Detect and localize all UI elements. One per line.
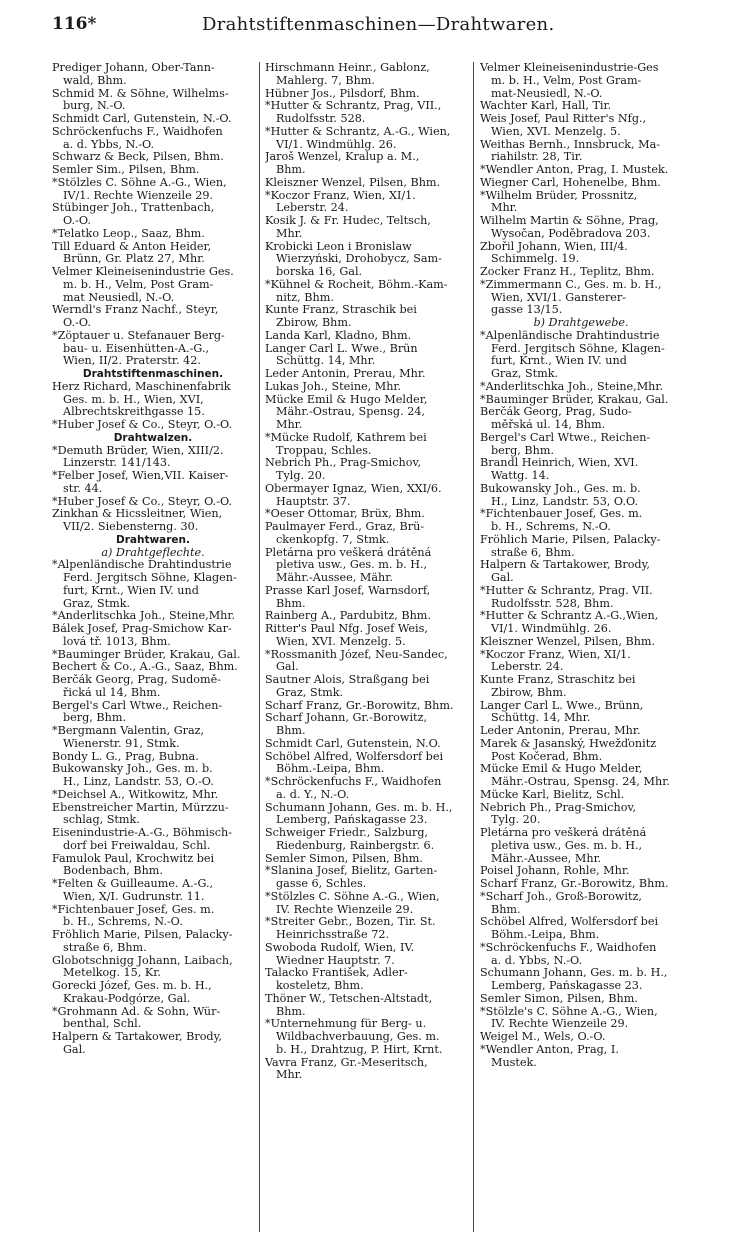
entry-continuation-line: O.-Ö.: [63, 215, 91, 227]
entry-line: *Bauminger Brüder, Krakau, Gal.: [480, 393, 669, 406]
page-header: [52, 14, 682, 44]
entry-line: Bergel's Carl Wtwe., Reichen-: [52, 699, 223, 712]
entry-line: Sautner Alois, Straßgang bei: [265, 674, 430, 686]
entry-continuation-line: Mahlerg. 7, Bhm.: [276, 74, 375, 87]
entry-line: Globotschnigg Johann, Laibach,: [52, 954, 233, 967]
entry-line: Till Eduard & Anton Heider,: [52, 240, 212, 253]
entry-line: Gorecki Józef, Ges. m. b. H.,: [52, 980, 212, 992]
entry-line: Thöner W., Tetschen-Altstadt,: [265, 992, 433, 1005]
entry-line: *Zimmermann C., Ges. m. b. H.,: [480, 278, 662, 291]
entry-line: Lukas Joh., Steine, Mhr.: [265, 380, 402, 393]
entry-line: Semler Sim., Pilsen, Bhm.: [52, 164, 200, 176]
entry-line: *Kühnel & Rocheit, Böhm.-Kam-: [265, 278, 448, 291]
entry-continuation-line: dorf bei Freiwaldau, Schl.: [63, 839, 211, 852]
entry-line: Landa Karl, Kladno, Bhm.: [265, 329, 412, 342]
entry-line: Leder Antonin, Prerau, Mhr.: [265, 368, 426, 380]
entry-line: Schöbel Alfred, Wolfersdorf bei: [265, 750, 444, 763]
entry-continuation-line: mat Neusiedl, N.-Ö.: [63, 291, 175, 304]
entry-line: *Scharf Joh., Groß-Borowitz,: [480, 890, 642, 903]
entry-line: Kunte Franz, Straschitz bei: [480, 674, 636, 686]
entry-line: *Wilhelm Brüder, Prossnitz,: [480, 189, 638, 202]
entry-line: *Stölzle's C. Söhne A.-G., Wien,: [480, 1005, 658, 1018]
entry-line: *Hutter & Schrantz, A.-G., Wien,: [265, 125, 451, 138]
entry-continuation-line: Gal.: [63, 1043, 86, 1056]
entry-continuation-line: benthal, Schl.: [63, 1018, 142, 1031]
entry-continuation-line: a. d. Ybbs, N.-Ö.: [491, 954, 583, 967]
entry-continuation-line: burg, N.-Ö.: [63, 100, 126, 113]
entry-line: Schröckenfuchs F., Waidhofen: [52, 125, 223, 138]
entry-continuation-line: Graz, Stmk.: [63, 597, 131, 610]
entry-continuation-line: Mhr.: [276, 227, 303, 240]
entry-line: Zinkhan & Hicssleitner, Wien,: [52, 508, 223, 521]
section-heading: Drahtstiftenmaschinen.: [82, 368, 224, 380]
entry-continuation-line: Leberstr. 24.: [276, 202, 349, 215]
entry-line: Mücke Karl, Bielitz, Schl.: [480, 788, 625, 801]
entry-continuation-line: Böhm.-Leipa, Bhm.: [491, 929, 600, 941]
entry-line: *Fichtenbauer Josef, Ges. m.: [52, 903, 215, 916]
page-title: Drahtstiftenmaschinen—Drahtwaren.: [202, 14, 555, 35]
entry-continuation-line: pletiva usw., Ges. m. b. H.,: [276, 559, 428, 572]
entry-line: Prediger Johann, Ober-Tann-: [52, 62, 215, 74]
entry-continuation-line: wald, Bhm.: [63, 74, 127, 87]
entry-continuation-line: Wienerstr. 91, Stmk.: [63, 737, 180, 750]
entry-line: Bondy L. G., Prag, Bubna.: [52, 750, 199, 763]
directory-columns: [52, 62, 682, 1242]
entry-continuation-line: gasse 6, Schles.: [276, 878, 367, 890]
entry-continuation-line: Albrechtskreithgasse 15.: [63, 406, 205, 419]
entry-line: Weithas Bernh., Innsbruck, Ma-: [480, 138, 661, 151]
entry-continuation-line: Rudolfsstr. 528, Bhm.: [491, 597, 614, 610]
entry-continuation-line: Brünn, Gr. Platz 27, Mhr.: [63, 253, 205, 266]
entry-continuation-line: O.-Ö.: [63, 317, 91, 329]
entry-continuation-line: Graz, Stmk.: [276, 686, 344, 699]
entry-continuation-line: Post Kočerad, Bhm.: [491, 750, 603, 763]
subsection-heading: a) Drahtgeflechte.: [101, 546, 205, 559]
entry-line: Famulok Paul, Krochwitz bei: [52, 852, 215, 865]
entry-continuation-line: měřská ul. 14, Bhm.: [491, 419, 606, 431]
entry-continuation-line: Mhr.: [276, 419, 303, 431]
entry-line: Nebrich Ph., Prag-Smichov,: [265, 457, 422, 470]
entry-continuation-line: Zbirow, Bhm.: [491, 686, 567, 699]
entry-line: *Hutter & Schrantz A.-G.,Wien,: [480, 610, 659, 623]
entry-continuation-line: lová tř. 1013, Bhm.: [63, 635, 171, 648]
entry-line: Bálek Josef, Prag-Smichow Kar-: [52, 623, 232, 635]
entry-line: Stübinger Joh., Trattenbach,: [52, 202, 215, 215]
entry-continuation-line: bau- u. Eisenhütten-A.-G.,: [63, 342, 210, 355]
entry-line: Werndl's Franz Nachf., Steyr,: [52, 304, 219, 317]
entry-line: *Grohmann Ad. & Sohn, Wür-: [52, 1005, 221, 1018]
entry-line: *Alpenländische Drahtindustrie: [52, 559, 232, 572]
entry-line: *Zöptauer u. Stefanauer Berg-: [52, 329, 225, 342]
entry-line: Schwarz & Beck, Pilsen, Bhm.: [52, 151, 224, 164]
entry-line: Schöbel Alfred, Wolfersdorf bei: [480, 916, 659, 929]
entry-continuation-line: Wien, XVI. Menzelg. 5.: [276, 635, 406, 648]
entry-continuation-line: b. H., Schrems, N.-Ö.: [491, 521, 611, 533]
entry-line: Poisel Johann, Rohle, Mhr.: [480, 865, 630, 878]
entry-line: Ebenstreicher Martin, Mürzzu-: [52, 801, 229, 814]
entry-continuation-line: IV. Rechte Wienzeile 29.: [491, 1018, 629, 1031]
entry-line: Scharf Franz, Gr.-Borowitz, Bhm.: [265, 699, 454, 712]
entry-line: *Anderlitschka Joh., Steine,Mhr.: [52, 610, 236, 623]
entry-line: Bukowansky Joh., Ges. m. b.: [52, 763, 213, 776]
entry-line: *Felten & Guilleaume. A.-G.,: [52, 878, 214, 890]
entry-continuation-line: gasse 13/15.: [491, 304, 563, 317]
entry-line: *Stölzles C. Söhne A.-G., Wien,: [52, 176, 227, 189]
entry-continuation-line: Ferd. Jergitsch Söhne, Klagen-: [491, 342, 665, 355]
entry-continuation-line: H., Linz, Landstr. 53, O.Ö.: [491, 495, 639, 508]
entry-continuation-line: furt, Krnt., Wien IV. und: [491, 355, 627, 368]
entry-continuation-line: riahilstr. 28, Tir.: [491, 151, 583, 164]
entry-line: *Hutter & Schrantz, Prag. VII.: [480, 584, 653, 597]
entry-line: Halpern & Tartakower, Brody,: [480, 559, 650, 572]
entry-line: Bechert & Co., A.-G., Saaz, Bhm.: [52, 661, 238, 674]
page-number: 116*: [52, 14, 97, 34]
entry-line: Leder Antonin, Prerau, Mhr.: [480, 725, 641, 737]
entry-line: *Unternehmung für Berg- u.: [265, 1018, 427, 1031]
entry-line: *Telatko Leop., Saaz, Bhm.: [52, 227, 205, 240]
entry-line: *Oeser Ottomar, Brüx, Bhm.: [265, 508, 425, 521]
entry-line: Langer Carl L. Wwe., Brün: [265, 342, 418, 355]
entry-continuation-line: Mähr.-Ostrau, Spensg. 24, Mhr.: [491, 776, 670, 788]
entry-line: *Hutter & Schrantz, Prag, VII.,: [265, 100, 442, 113]
entry-line: Ritter's Paul Nfg. Josef Weis,: [265, 623, 428, 635]
entry-line: *Koczor Franz, Wien, XI/1.: [265, 189, 416, 202]
entry-line: Mücke Emil & Hugo Melder,: [480, 763, 643, 776]
entry-continuation-line: Lemberg, Pańskagasse 23.: [491, 980, 643, 992]
entry-line: Rainberg A., Pardubitz, Bhm.: [265, 610, 431, 623]
entry-continuation-line: a. d. Ybbs, N.-Ö.: [63, 138, 155, 151]
entry-line: Talacko František, Adler-: [265, 967, 408, 980]
entry-line: Pletárna pro veškerá drátěná: [480, 827, 647, 839]
entry-continuation-line: Linzerstr. 141/143.: [63, 457, 171, 470]
entry-continuation-line: kosteletz, Bhm.: [276, 980, 364, 992]
entry-line: Fröhlich Marie, Pilsen, Palacky-: [52, 929, 233, 941]
entry-line: Schmidt Carl, Gutenstein, N.Ö.: [265, 737, 441, 750]
entry-line: Obermayer Ignaz, Wien, XXI/6.: [265, 482, 442, 495]
entry-continuation-line: nitz, Bhm.: [276, 291, 334, 304]
entry-line: *Wendler Anton, Prag, I.: [480, 1043, 619, 1056]
entry-line: Bukowansky Joh., Ges. m. b.: [480, 482, 641, 495]
entry-continuation-line: Wien, X/I. Gudrunstr. 11.: [63, 890, 205, 903]
entry-line: Scharf Johann, Gr.-Borowitz,: [265, 712, 427, 725]
entry-continuation-line: Schüttg. 14, Mhr.: [491, 712, 591, 725]
entry-continuation-line: ckenkopfg. 7, Stmk.: [276, 533, 390, 546]
entry-line: Jaroš Wenzel, Kralup a. M.,: [265, 151, 420, 164]
entry-line: Halpern & Tartakower, Brody,: [52, 1031, 222, 1043]
entry-continuation-line: straße 6, Bhm.: [63, 941, 147, 954]
entry-continuation-line: Wien, II/2. Praterstr. 42.: [63, 355, 201, 368]
entry-line: *Alpenländische Drahtindustrie: [480, 329, 660, 342]
entry-line: Mücke Emil & Hugo Melder,: [265, 393, 428, 406]
entry-line: *Demuth Brüder, Wien, XIII/2.: [52, 444, 224, 457]
entry-line: *Fichtenbauer Josef, Ges. m.: [480, 508, 643, 521]
entry-line: Zocker Franz H., Teplitz, Bhm.: [480, 266, 655, 278]
entry-line: Vavra Franz, Gr.-Meseritsch,: [265, 1056, 428, 1069]
entry-line: *Felber Josef, Wien,VII. Kaiser-: [52, 470, 229, 482]
entry-line: *Streiter Gebr., Bozen, Tir. St.: [265, 916, 436, 929]
entry-line: *Deichsel A., Witkowitz, Mhr.: [52, 788, 219, 801]
entry-continuation-line: m. b. H., Velm, Post Gram-: [491, 74, 642, 87]
entry-continuation-line: Mähr.-Aussee, Mhr.: [491, 852, 602, 865]
entry-continuation-line: Gal.: [491, 572, 514, 584]
entry-continuation-line: a. d. Y., N.-Ö.: [276, 788, 350, 801]
entry-line: Marek & Jasanský, Hwežďonitz: [480, 737, 657, 750]
entry-continuation-line: Mhr.: [276, 1069, 303, 1082]
entry-continuation-line: Tylg. 20.: [491, 814, 541, 827]
entry-continuation-line: Bodenbach, Bhm.: [63, 865, 163, 878]
entry-line: Brandl Heinrich, Wien, XVI.: [480, 457, 639, 470]
entry-continuation-line: Mähr.-Aussee, Mähr.: [276, 572, 393, 584]
entry-continuation-line: b. H., Schrems, N.-Ö.: [63, 916, 183, 929]
entry-continuation-line: b. H., Drahtzug, P. Hirt, Krnt.: [276, 1043, 443, 1056]
entry-continuation-line: Bhm.: [491, 903, 521, 916]
entry-line: Semler Simon, Pilsen, Bhm.: [480, 992, 638, 1005]
entry-line: Swoboda Rudolf, Wien, IV.: [265, 941, 415, 954]
entry-line: *Mücke Rudolf, Kathrem bei: [265, 431, 427, 444]
entry-line: Eisenindustrie-A.-G., Böhmisch-: [52, 827, 232, 839]
entry-continuation-line: Mähr.-Ostrau, Spensg. 24,: [276, 406, 425, 419]
entry-continuation-line: berg, Bhm.: [491, 444, 554, 457]
section-heading: Drahtwalzen.: [113, 431, 193, 444]
entry-line: Nebrich Ph., Prag-Smichov,: [480, 801, 637, 814]
entry-line: *Huber Josef & Co., Steyr, O.-Ö.: [52, 419, 233, 431]
entry-continuation-line: Troppau, Schles.: [276, 444, 372, 457]
section-heading: Drahtwaren.: [115, 533, 191, 546]
subsection-heading: b) Drahtgewebe.: [533, 317, 629, 329]
entry-continuation-line: borska 16, Gal.: [276, 266, 363, 278]
entry-line: Weigel M., Wels, O.-Ö.: [480, 1031, 606, 1043]
entry-line: Velmer Kleineisenindustrie Ges.: [52, 266, 234, 278]
entry-continuation-line: Gal.: [276, 661, 299, 674]
entry-continuation-line: Mhr.: [491, 202, 518, 215]
entry-continuation-line: straße 6, Bhm.: [491, 546, 575, 559]
column-2: [265, 62, 467, 1242]
entry-continuation-line: Tylg. 20.: [276, 470, 326, 482]
entry-continuation-line: furt, Krnt., Wien IV. und: [63, 584, 199, 597]
entry-continuation-line: Schüttg. 14, Mhr.: [276, 355, 376, 368]
entry-line: Kleiszner Wenzel, Pilsen, Bhm.: [480, 635, 656, 648]
entry-line: Herz Richard, Maschinenfabrik: [52, 380, 231, 393]
entry-continuation-line: VII/2. Siebensterng. 30.: [63, 521, 199, 533]
entry-continuation-line: pletiva usw., Ges. m. b. H.,: [491, 839, 643, 852]
entry-line: Velmer Kleineisenindustrie-Ges: [480, 62, 659, 74]
entry-continuation-line: Riedenburg, Rainbergstr. 6.: [276, 839, 435, 852]
entry-line: Semler Simon, Pilsen, Bhm.: [265, 852, 423, 865]
entry-line: Langer Carl L. Wwe., Brünn,: [480, 699, 644, 712]
entry-line: Schumann Johann, Ges. m. b. H.,: [265, 801, 453, 814]
entry-line: Prasse Karl Josef, Warnsdorf,: [265, 584, 431, 597]
entry-line: Krobicki Leon i Bronislaw: [265, 240, 412, 253]
entry-line: *Anderlitschka Joh., Steine,Mhr.: [480, 380, 664, 393]
entry-continuation-line: Bhm.: [276, 164, 306, 176]
entry-continuation-line: Bhm.: [276, 1005, 306, 1018]
entry-line: Fröhlich Marie, Pilsen, Palacky-: [480, 533, 661, 546]
entry-continuation-line: VI/1. Windmühlg. 26.: [491, 623, 612, 635]
entry-line: *Bauminger Brüder, Krakau, Gal.: [52, 648, 241, 661]
entry-continuation-line: IV/1. Rechte Wienzeile 29.: [63, 189, 214, 202]
entry-continuation-line: Ges. m. b. H., Wien, XVI,: [63, 393, 204, 406]
entry-line: Wilhelm Martin & Söhne, Prag,: [480, 215, 659, 227]
entry-line: Weis Josef, Paul Ritter's Nfg.,: [480, 113, 647, 125]
entry-continuation-line: Ferd. Jergitsch Söhne, Klagen-: [63, 572, 237, 584]
entry-continuation-line: Wattg. 14.: [491, 470, 550, 482]
entry-line: *Rossmanith Józef, Neu-Sandec,: [265, 648, 448, 661]
entry-line: Berčák Georg, Prag, Sudomě-: [52, 674, 221, 686]
entry-line: Schumann Johann, Ges. m. b. H.,: [480, 967, 668, 980]
entry-continuation-line: Wysočan, Poděbradova 203.: [491, 227, 651, 240]
entry-line: *Schröckenfuchs F., Waidhofen: [265, 776, 442, 788]
entry-line: Kosik J. & Fr. Hudec, Teltsch,: [265, 215, 431, 227]
entry-line: Wiegner Carl, Hohenelbe, Bhm.: [480, 176, 661, 189]
entry-line: *Stölzles C. Söhne A.-G., Wien,: [265, 890, 440, 903]
entry-continuation-line: Graz, Stmk.: [491, 368, 559, 380]
entry-line: *Wendler Anton, Prag, I. Mustek.: [480, 164, 669, 176]
entry-line: Berčák Georg, Prag, Sudo-: [480, 406, 632, 419]
entry-continuation-line: Hauptstr. 37.: [276, 495, 351, 508]
entry-continuation-line: Rudolfsstr. 528.: [276, 113, 366, 125]
column-3: [480, 62, 682, 1242]
entry-continuation-line: Schimmelg. 19.: [491, 253, 580, 266]
entry-continuation-line: Wildbachverbauung, Ges. m.: [276, 1031, 440, 1043]
entry-line: Hirschmann Heinr., Gablonz,: [265, 62, 430, 74]
entry-line: Schmid M. & Söhne, Wilhelms-: [52, 87, 229, 100]
entry-continuation-line: str. 44.: [63, 482, 103, 495]
entry-continuation-line: řická ul 14, Bhm.: [63, 686, 161, 699]
entry-continuation-line: Bhm.: [276, 597, 306, 610]
entry-line: Kleiszner Wenzel, Pilsen, Bhm.: [265, 176, 441, 189]
entry-line: *Schröckenfuchs F., Waidhofen: [480, 941, 657, 954]
column-1: [52, 62, 254, 1242]
entry-continuation-line: Wierzyński, Drohobycz, Sam-: [276, 253, 442, 266]
entry-continuation-line: Wien, XVI/1. Gansterer-: [491, 291, 627, 304]
entry-continuation-line: Mustek.: [491, 1056, 537, 1069]
entry-continuation-line: Leberstr. 24.: [491, 661, 564, 674]
entry-continuation-line: berg, Bhm.: [63, 712, 126, 725]
entry-continuation-line: Metelkog. 15, Kr.: [63, 967, 161, 980]
entry-continuation-line: m. b. H., Velm, Post Gram-: [63, 278, 214, 291]
entry-line: Scharf Franz, Gr.-Borowitz, Bhm.: [480, 878, 669, 890]
entry-continuation-line: Bhm.: [276, 725, 306, 737]
entry-continuation-line: Zbirow, Bhm.: [276, 317, 352, 329]
entry-line: *Koczor Franz, Wien, XI/1.: [480, 648, 631, 661]
entry-line: Schmidt Carl, Gutenstein, N.-Ö.: [52, 113, 232, 125]
entry-line: Wachter Karl, Hall, Tir.: [480, 100, 612, 113]
entry-line: *Huber Josef & Co., Steyr, O.-Ö.: [52, 495, 233, 508]
entry-continuation-line: VI/1. Windmühlg. 26.: [276, 138, 397, 151]
entry-line: Bergel's Carl Wtwe., Reichen-: [480, 431, 651, 444]
entry-line: *Bergmann Valentin, Graz,: [52, 725, 205, 737]
entry-line: Zbořil Johann, Wien, III/4.: [480, 240, 628, 253]
entry-line: Paulmayer Ferd., Graz, Brü-: [265, 521, 425, 533]
entry-line: Schweiger Friedr., Salzburg,: [265, 827, 429, 839]
entry-line: Kunte Franz, Straschik bei: [265, 304, 417, 317]
entry-continuation-line: H., Linz, Landstr. 53, O.-Ö.: [63, 776, 214, 788]
entry-continuation-line: Wien, XVI. Menzelg. 5.: [491, 125, 621, 138]
entry-continuation-line: Heinrichsstraße 72.: [276, 929, 389, 941]
column-divider: [259, 62, 260, 1232]
entry-line: Pletárna pro veškerá drátěná: [265, 546, 432, 559]
column-divider: [473, 62, 474, 1232]
entry-line: Hübner Jos., Pilsdorf, Bhm.: [265, 87, 420, 100]
entry-continuation-line: schlag, Stmk.: [63, 814, 140, 827]
entry-line: *Slanina Josef, Bielitz, Garten-: [265, 865, 438, 878]
entry-continuation-line: Lemberg, Pańskagasse 23.: [276, 814, 428, 827]
entry-continuation-line: Wiedner Hauptstr. 7.: [276, 954, 395, 967]
entry-continuation-line: IV. Rechte Wienzeile 29.: [276, 903, 414, 916]
entry-continuation-line: Böhm.-Leipa, Bhm.: [276, 763, 385, 776]
entry-continuation-line: Krakau-Podgórze, Gal.: [63, 992, 191, 1005]
entry-continuation-line: mat-Neusiedl, N.-Ö.: [491, 87, 603, 100]
